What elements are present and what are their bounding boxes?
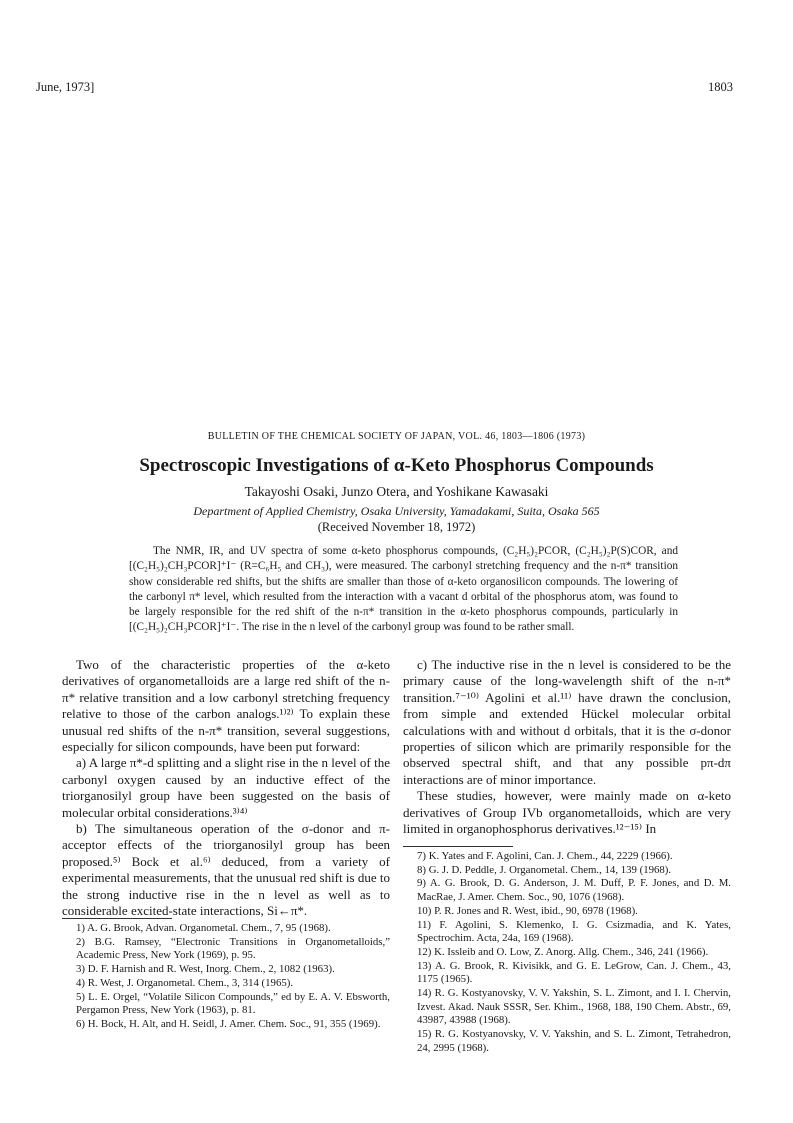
footnotes-left bbox=[62, 914, 390, 1032]
footnote: 2) B.G. Ramsey, “Electronic Transitions in Organometalloids,” Academic Press, New York (1969), p. 95. bbox=[76, 935, 390, 962]
footnote-rule bbox=[62, 918, 172, 919]
footnote: 5) L. E. Orgel, “Volatile Silicon Compounds,” ed by E. A. V. Ebsworth, Pergamon Press, New York (1963), p. 81. bbox=[76, 990, 390, 1017]
footnote: 1) A. G. Brook, Advan. Organometal. Chem., 7, 95 (1968). bbox=[76, 922, 331, 934]
body-column-left bbox=[62, 657, 390, 920]
abstract bbox=[129, 544, 678, 636]
body-paragraph: c) The inductive rise in the n level is considered to be the primary cause of the long-wavelength shift of the n-π* transition.⁷⁻¹⁰⁾ Agolini et al.¹¹⁾ have drawn the conclusion, from simple and extended Hückel molecular orbital calculations with and without d orbitals, that it is the σ-donor properties of silicon which are primarily responsible for the observed spectral shift, and that any possible pπ-dπ interactions are of minor importance. bbox=[403, 657, 731, 787]
body-paragraph: a) A large π*-d splitting and a slight rise in the n level of the carbonyl oxygen caused by an inductive effect of the triorganosilyl group have been suggested on the basis of molecular orbital considerations.³⁾⁴⁾ bbox=[62, 755, 390, 820]
footnote: 15) R. G. Kostyanovsky, V. V. Yakshin, and S. L. Zimont, Tetrahedron, 24, 2995 (1968). bbox=[417, 1028, 731, 1054]
footnote: 13) A. G. Brook, R. Kivisikk, and G. E. LeGrow, Can. J. Chem., 43, 1175 (1965). bbox=[417, 959, 731, 986]
footnote: 4) R. West, J. Organometal. Chem., 3, 314 (1965). bbox=[76, 976, 294, 989]
footnote: 11) F. Agolini, S. Klemenko, I. G. Csizmadia, and K. Yates, Spectrochim. Acta, 24a, 169 (1968). bbox=[417, 918, 731, 945]
footnote: 3) D. F. Harnish and R. West, Inorg. Chem., 2, 1082 (1963). bbox=[76, 963, 335, 976]
running-header-date: June, 1973] bbox=[36, 80, 95, 94]
body-paragraph: These studies, however, were mainly made on α-keto derivatives of Group IVb organometalloids, which are very limited in organophosphorus derivatives.¹²⁻¹⁵⁾ In bbox=[403, 788, 731, 837]
journal-citation-line: BULLETIN OF THE CHEMICAL SOCIETY OF JAPAN, VOL. 46, 1803—1806 (1973) bbox=[207, 431, 586, 442]
footnote: 9) A. G. Brook, D. G. Anderson, J. M. Duff, P. F. Jones, and D. M. MacRae, J. Amer. Chem. Soc., 90, 1076 (1968). bbox=[417, 877, 731, 904]
received-date: (Received November 18, 1972) bbox=[317, 520, 476, 534]
body-paragraph: b) The simultaneous operation of the σ-donor and π-acceptor effects of the triorganosilyl group has been proposed.⁵⁾ Bock et al.⁶⁾ deduced, from a variety of experimental measurements, that the unusual red shift is due to the strong inductive rise in the n level as well as to considerable excited-state interactions, Si←π*. bbox=[62, 821, 390, 919]
footnote: 8) G. J. D. Peddle, J. Organometal. Chem., 14, 139 (1968). bbox=[417, 863, 672, 876]
footnote: 10) P. R. Jones and R. West, ibid., 90, 6978 (1968). bbox=[417, 904, 638, 917]
footnote: 12) K. Issleib and O. Low, Z. Anorg. Allg. Chem., 346, 241 (1966). bbox=[417, 945, 709, 958]
body-column-right bbox=[403, 657, 731, 837]
author-list: Takayoshi Osaki, Junzo Otera, and Yoshikane Kawasaki bbox=[244, 484, 549, 499]
footnote: 7) K. Yates and F. Agolini, Can. J. Chem., 44, 2229 (1966). bbox=[417, 850, 673, 862]
abstract-text: The NMR, IR, and UV spectra of some α-keto phosphorus compounds, (C₂H₅)₂PCOR, (C₂H₅)₂P(S)COR, and [(C₂H₅)₂CH₃PCOR]⁺I⁻ (R=C₆H₅ and CH₃), were measured. The carbonyl stretching frequency and the n-π* transition show considerable red shifts, but the shifts are smaller than those of α-keto organosilicon compounds. The lowering of the carbonyl π* level, which resulted from the interaction with a vacant d orbital of the phosphorus atom, was found to be largely responsible for the red shift of the n-π* transition in the α-keto phosphorus compounds, particularly in [(C₂H₅)₂CH₃PCOR]⁺I⁻. The rise in the n level of the carbonyl group was found to be rather small. bbox=[129, 545, 678, 634]
affiliation: Department of Applied Chemistry, Osaka University, Yamadakami, Suita, Osaka 565 bbox=[193, 504, 600, 518]
body-paragraph: Two of the characteristic properties of the α-keto derivatives of organometalloids are a large red shift of the n-π* relative transition and a low carbonyl stretching frequency relative to those of the carbon analogs.¹⁾²⁾ To explain these unusual red shifts of the n-π* transition, several suggestions, especially for silicon compounds, have been put forward: bbox=[62, 657, 390, 755]
footnote-rule bbox=[403, 846, 513, 847]
article-title: Spectroscopic Investigations of α-Keto Phosphorus Compounds bbox=[139, 455, 654, 476]
footnote: 14) R. G. Kostyanovsky, V. V. Yakshin, S. L. Zimont, and I. I. Chervin, Izvest. Akad. Nauk SSSR, Ser. Khim., 1968, 188, 190 Chem. Abstr., 69, 43987, 43988 (1968). bbox=[417, 987, 731, 1027]
page-number: 1803 bbox=[708, 80, 733, 94]
footnotes-right bbox=[403, 842, 731, 1056]
footnote: 6) H. Bock, H. Alt, and H. Seidl, J. Amer. Chem. Soc., 91, 355 (1969). bbox=[76, 1017, 381, 1030]
